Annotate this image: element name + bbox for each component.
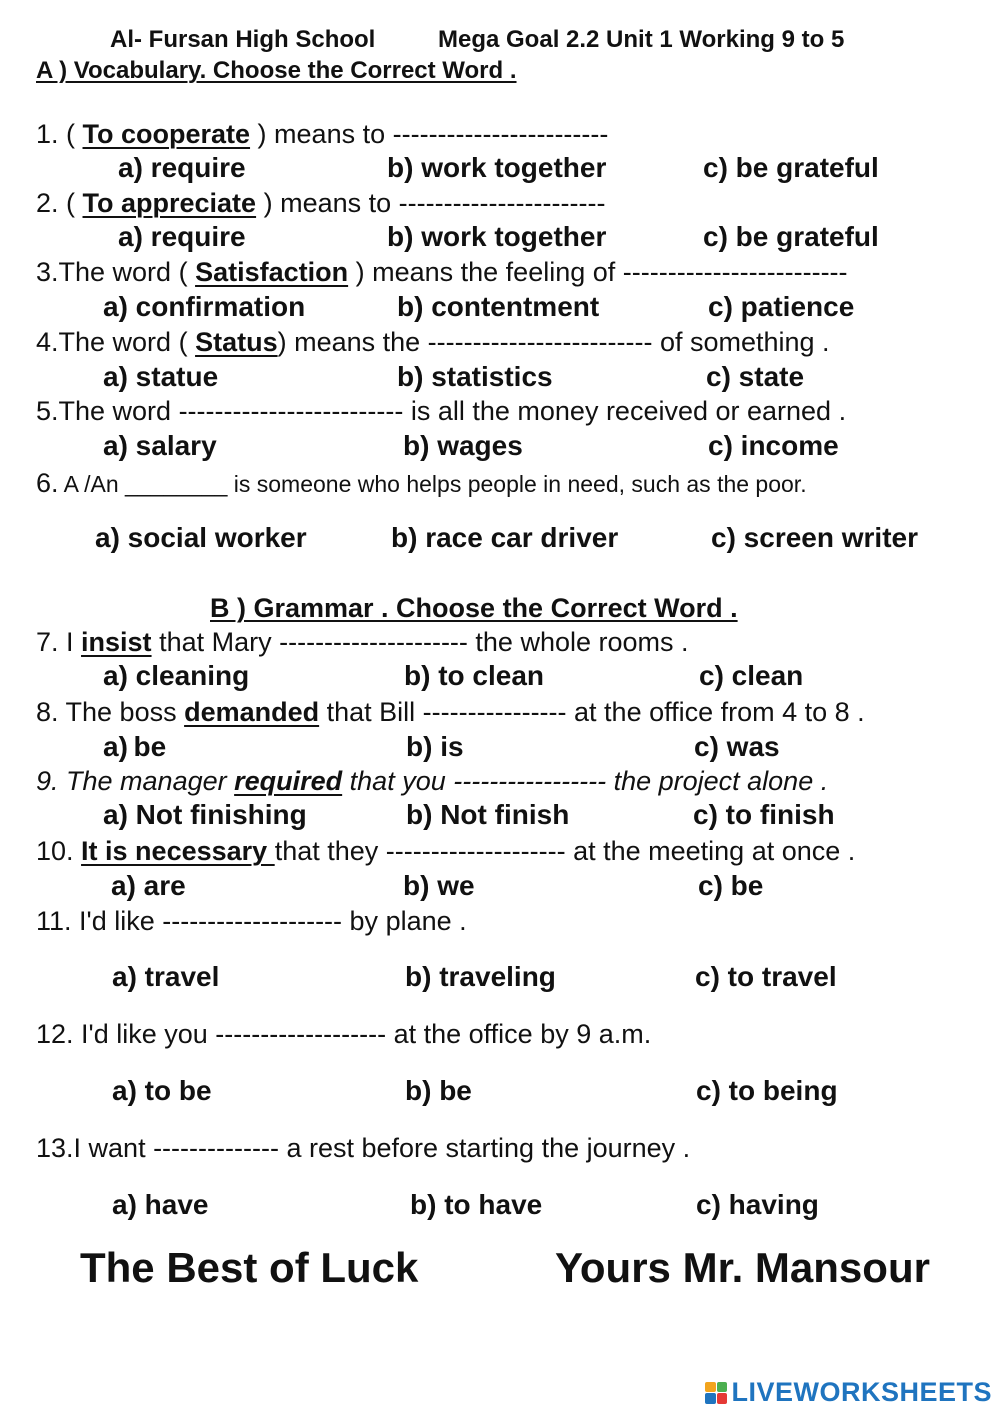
q2-option-c[interactable]: c) be grateful [703, 221, 879, 252]
q1-option-b[interactable]: b) work together [387, 152, 607, 183]
question-1: 1. ( To cooperate ) means to ------------------------ [36, 119, 609, 149]
question-7-keyword: insist [81, 627, 152, 657]
q1-option-a[interactable]: a) require [118, 152, 246, 183]
school-name: Al- Fursan High School [110, 26, 376, 53]
question-9: 9. The manager required that you ----------------- the project alone . [36, 766, 829, 796]
question-3-keyword: Satisfaction [195, 257, 349, 287]
q13-option-b[interactable]: b) to have [410, 1189, 543, 1220]
question-9-keyword: required [234, 766, 343, 796]
question-6: 6. A /An ________ is someone who helps people in need, such as the poor. [36, 468, 807, 498]
q4-option-c[interactable]: c) state [706, 361, 805, 392]
liveworksheets-icon [705, 1382, 727, 1404]
q5-option-c[interactable]: c) income [708, 430, 839, 461]
q13-option-c[interactable]: c) having [696, 1189, 819, 1220]
footer-signature: Yours Mr. Mansour [555, 1244, 930, 1291]
q9-option-b[interactable]: b) Not finish [406, 799, 570, 830]
q4-option-b[interactable]: b) statistics [397, 361, 553, 392]
q8-option-b[interactable]: b) is [406, 731, 464, 762]
q13-option-a[interactable]: a) have [112, 1189, 209, 1220]
q12-option-b[interactable]: b) be [405, 1075, 472, 1106]
question-8-keyword: demanded [184, 697, 320, 727]
q3-option-b[interactable]: b) contentment [397, 291, 600, 322]
q1-option-c[interactable]: c) be grateful [703, 152, 879, 183]
q7-option-a[interactable]: a) cleaning [103, 660, 250, 691]
course-title: Mega Goal 2.2 Unit 1 Working 9 to 5 [438, 26, 845, 53]
liveworksheets-wordmark: LIVEWORKSHEETS [731, 1377, 992, 1407]
q11-option-a[interactable]: a) travel [112, 961, 220, 992]
footer-greeting: The Best of Luck [80, 1244, 419, 1291]
question-10-keyword: It is necessary [81, 836, 275, 866]
q6-option-c[interactable]: c) screen writer [711, 522, 918, 553]
question-11: 11. I'd like -------------------- by plane . [36, 906, 467, 936]
q9-option-c[interactable]: c) to finish [693, 799, 835, 830]
question-2-keyword: To appreciate [82, 188, 257, 218]
question-12: 12. I'd like you ------------------- at the office by 9 a.m. [36, 1019, 652, 1049]
q7-option-b[interactable]: b) to clean [404, 660, 545, 691]
q3-option-c[interactable]: c) patience [708, 291, 855, 322]
q6-option-a[interactable]: a) social worker [95, 522, 307, 553]
q10-option-a[interactable]: a) are [111, 870, 186, 901]
question-2: 2. ( To appreciate ) means to ----------------------- [36, 188, 606, 218]
question-3: 3.The word ( Satisfaction ) means the feeling of ------------------------- [36, 257, 848, 287]
q3-option-a[interactable]: a) confirmation [103, 291, 306, 322]
question-13: 13.I want -------------- a rest before starting the journey . [36, 1133, 691, 1163]
question-5: 5.The word ------------------------- is all the money received or earned . [36, 396, 847, 426]
section-a-title: A ) Vocabulary. Choose the Correct Word . [36, 57, 517, 84]
q7-option-c[interactable]: c) clean [699, 660, 804, 691]
question-10: 10. It is necessary that they -------------------- at the meeting at once . [36, 836, 856, 866]
q6-option-b[interactable]: b) race car driver [391, 522, 619, 553]
q4-option-a[interactable]: a) statue [103, 361, 219, 392]
question-4-keyword: Status [195, 327, 278, 357]
q8-option-c[interactable]: c) was [694, 731, 780, 762]
question-4: 4.The word ( Status) means the ------------------------- of something . [36, 327, 830, 357]
q5-option-a[interactable]: a) salary [103, 430, 217, 461]
question-7: 7. I insist that Mary --------------------- the whole rooms . [36, 627, 689, 657]
q9-option-a[interactable]: a) Not finishing [103, 799, 307, 830]
q11-option-c[interactable]: c) to travel [695, 961, 837, 992]
q11-option-b[interactable]: b) traveling [405, 961, 556, 992]
q2-option-b[interactable]: b) work together [387, 221, 607, 252]
liveworksheets-logo [705, 1377, 992, 1408]
q8-option-a[interactable]: a) be [103, 731, 167, 762]
q12-option-c[interactable]: c) to being [696, 1075, 838, 1106]
section-b-title: B ) Grammar . Choose the Correct Word . [210, 593, 738, 623]
question-8: 8. The boss demanded that Bill ---------------- at the office from 4 to 8 . [36, 697, 865, 727]
q10-option-c[interactable]: c) be [698, 870, 764, 901]
q2-option-a[interactable]: a) require [118, 221, 246, 252]
q5-option-b[interactable]: b) wages [403, 430, 523, 461]
question-1-keyword: To cooperate [82, 119, 251, 149]
q12-option-a[interactable]: a) to be [112, 1075, 212, 1106]
q10-option-b[interactable]: b) we [403, 870, 475, 901]
